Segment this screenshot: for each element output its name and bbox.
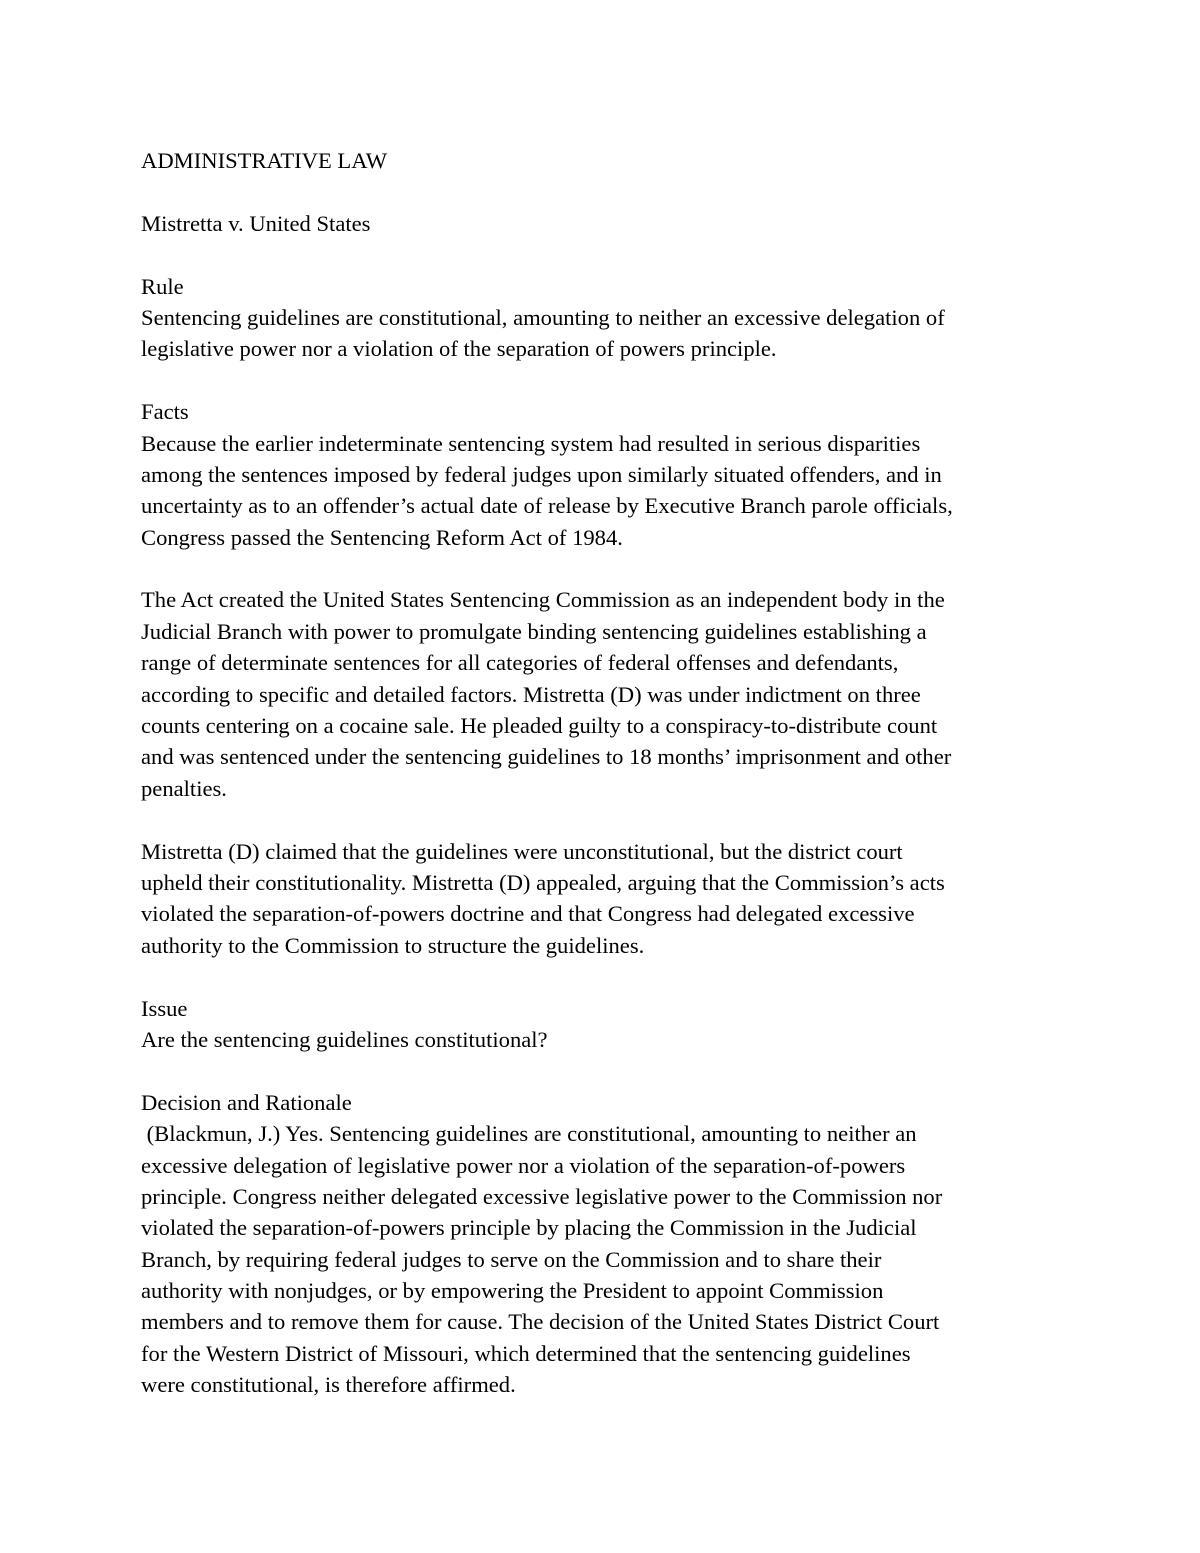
paragraph-line: were constitutional, is therefore affirmed. [141,1372,516,1398]
paragraph-line: The Act created the United States Sentencing Commission as an independent body in the [141,587,945,613]
paragraph-line: principle. Congress neither delegated excessive legislative power to the Commission nor [141,1183,943,1209]
section-decision-and-rationale [141,1087,953,1401]
paragraph-line: according to specific and detailed factors. Mistretta (D) was under indictment on three [141,681,921,707]
paragraph-line: legislative power nor a violation of the separation of powers principle. [141,336,777,362]
paragraph-line: members and to remove them for cause. The decision of the United States District Court [141,1309,940,1335]
paragraph-line: among the sentences imposed by federal judges upon similarly situated offenders, and in [141,461,942,487]
paragraph-line: Branch, by requiring federal judges to serve on the Commission and to share their [141,1246,882,1272]
paragraph-line: Sentencing guidelines are constitutional, amounting to neither an excessive delegation of [141,304,945,330]
paragraph-line: Are the sentencing guidelines constitutional? [141,1026,548,1052]
paragraph-line: Mistretta (D) claimed that the guidelines were unconstitutional, but the district court [141,838,903,864]
paragraph-line: authority with nonjudges, or by empowering the President to appoint Commission [141,1278,884,1304]
paragraph-line: upheld their constitutionality. Mistretta (D) appealed, arguing that the Commission’s acts [141,869,945,895]
section-facts [141,396,953,961]
paragraph [141,1118,953,1401]
document-page [141,145,953,1432]
section-rule [141,271,953,365]
section-heading: Issue [141,995,188,1021]
paragraph-line: penalties. [141,775,227,801]
paragraph [141,428,953,554]
paragraph [141,584,953,804]
document-sections [141,271,953,1401]
paragraph-line: uncertainty as to an offender’s actual date of release by Executive Branch parole officials, [141,493,953,519]
paragraph-line: Congress passed the Sentencing Reform Act of 1984. [141,524,623,550]
paragraph-line: Judicial Branch with power to promulgate binding sentencing guidelines establishing a [141,618,927,644]
paragraph [141,302,953,365]
section-heading: Rule [141,273,184,299]
document-title: ADMINISTRATIVE LAW [141,148,388,173]
paragraph-line: authority to the Commission to structure the guidelines. [141,932,645,958]
section-issue [141,993,953,1056]
paragraph-line: excessive delegation of legislative power nor a violation of the separation-of-powers [141,1152,906,1178]
paragraph-line: Because the earlier indeterminate sentencing system had resulted in serious disparities [141,430,921,456]
paragraph-line: and was sentenced under the sentencing guidelines to 18 months’ imprisonment and other [141,744,952,770]
case-name: Mistretta v. United States [141,210,371,236]
paragraph-line: range of determinate sentences for all categories of federal offenses and defendants, [141,650,899,676]
paragraph-line: for the Western District of Missouri, which determined that the sentencing guidelines [141,1340,911,1366]
section-heading: Decision and Rationale [141,1089,352,1115]
paragraph-line: violated the separation-of-powers principle by placing the Commission in the Judicial [141,1215,917,1241]
paragraph-line: (Blackmun, J.) Yes. Sentencing guidelines are constitutional, amounting to neither an [141,1121,917,1147]
paragraph-line: violated the separation-of-powers doctrine and that Congress had delegated excessive [141,901,915,927]
paragraph [141,836,953,962]
section-heading: Facts [141,399,189,425]
paragraph [141,1024,953,1055]
paragraph-line: counts centering on a cocaine sale. He pleaded guilty to a conspiracy-to-distribute count [141,713,938,739]
